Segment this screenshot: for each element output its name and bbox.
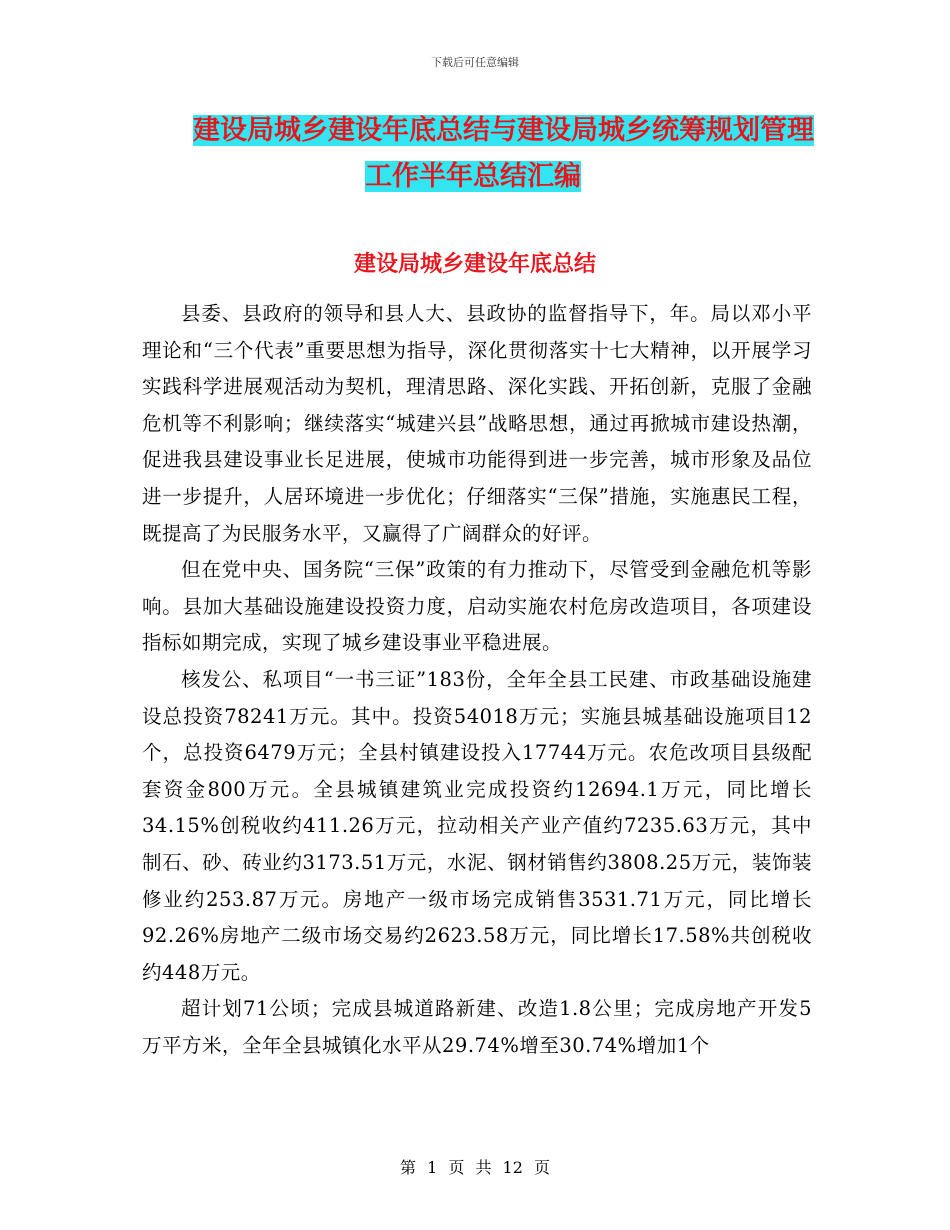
title-line-1: 建设局城乡建设年底总结与建设局城乡统筹规划管理	[193, 115, 814, 146]
paragraph: 核发公、私项目“一书三证”183份，全年全县工民建、市政基础设施建设总投资78241万元。其中。投资54018万元；实施县城基础设施项目12个，总投资6479万元；全县村镇建设投入17744万元。农危改项目县级配套资金800万元。全县城镇建筑业完成投资约12694.1万元，同比增长34.15%创税收约411.26万元，拉动相关产业产值约7235.63万元，其中制石、砂、砖业约3173.51万元，水泥、钢材销售约3808.25万元，装饰装修业约253.87万元。房地产一级市场完成销售3531.71万元，同比增长92.26%房地产二级市场交易约2623.58万元，同比增长17.58%共创税收约448万元。	[142, 667, 812, 984]
document-title	[190, 108, 814, 200]
paragraph: 超计划71公顷；完成县城道路新建、改造1.8公里；完成房地产开发5万平方米，全年全县城镇化水平从29.74%增至30.74%增加1个	[142, 997, 812, 1057]
page-number: 第 1 页 共 12 页	[400, 1158, 550, 1177]
title-line-2: 工作半年总结汇编	[365, 161, 581, 192]
body-text	[142, 296, 812, 1064]
paragraph: 但在党中央、国务院“三保”政策的有力推动下，尽管受到金融危机等影响。县加大基础设施建设投资力度，启动实施农村危房改造项目，各项建设指标如期完成，实现了城乡建设事业平稳进展。	[142, 558, 812, 655]
header-note: 下载后可任意编辑	[431, 56, 519, 69]
paragraph: 县委、县政府的领导和县人大、县政协的监督指导下，年。局以邓小平理论和“三个代表”重要思想为指导，深化贯彻落实十七大精神，以开展学习实践科学进展观活动为契机，理清思路、深化实践、开拓创新，克服了金融危机等不利影响；继续落实“城建兴县”战略思想，通过再掀城市建设热潮，促进我县建设事业长足进展，使城市功能得到进一步完善，城市形象及品位进一步提升，人居环境进一步优化；仔细落实“三保”措施，实施惠民工程，既提高了为民服务水平，又赢得了广阔群众的好评。	[142, 302, 812, 545]
section-title: 建设局城乡建设年底总结	[353, 251, 596, 277]
